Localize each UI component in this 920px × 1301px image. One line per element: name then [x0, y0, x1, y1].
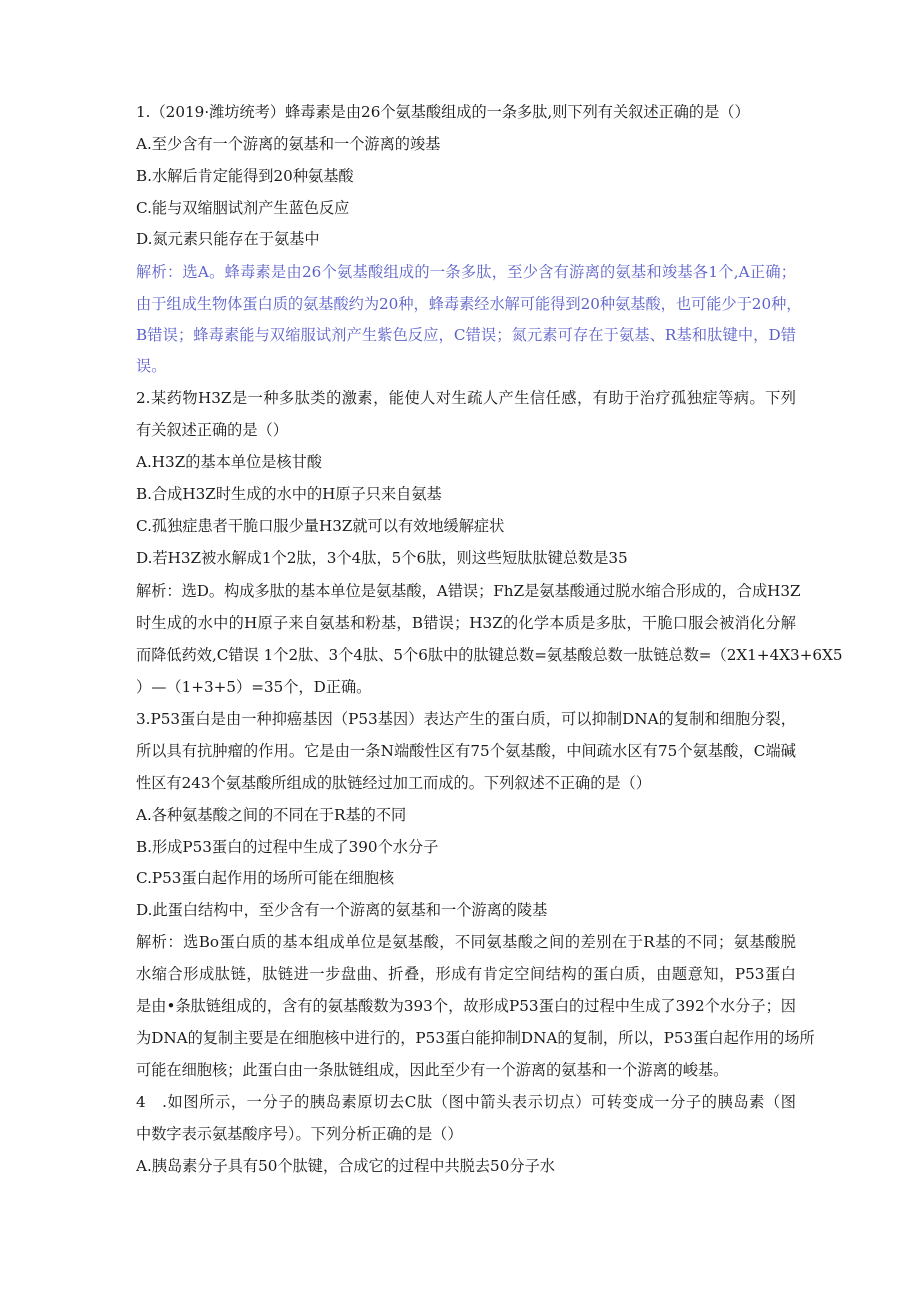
text-line: 是由•条肽链组成的，含有的氨基酸数为393个，故形成P53蛋白的过程中生成了392个水分子；因 [136, 997, 796, 1015]
text-line: A.H3Z的基本单位是核甘酸 [136, 453, 322, 471]
text-line: 解析：选D。构成多肽的基本单位是氨基酸，A错误；FhZ是氨基酸通过脱水缩合形成的，合成H3Z [136, 582, 801, 600]
analysis-line: 解析：选A。蜂毒素是由26个氨基酸组成的一条多肽，至少含有游离的氨基和竣基各1个,A正确； [136, 263, 796, 281]
text-line: C.P53蛋白起作用的场所可能在细胞核 [136, 869, 395, 887]
text-line: D.此蛋白结构中，至少含有一个游离的氨基和一个游离的陵基 [136, 901, 548, 919]
text-line: 水缩合形成肽链，肽链进一步盘曲、折叠，形成有肯定空间结构的蛋白质，由题意知，P53蛋白 [136, 965, 796, 983]
text-line: 性区有243个氨基酸所组成的肽链经过加工而成的。下列叙述不正确的是（） [136, 774, 651, 792]
text-line: A.至少含有一个游离的氨基和一个游离的竣基 [136, 135, 441, 153]
text-line: 有关叙述正确的是（） [136, 421, 288, 439]
text-line: D.氮元素只能存在于氨基中 [136, 230, 320, 248]
text-line: 所以具有抗肿瘤的作用。它是由一条N端酸性区有75个氨基酸，中间疏水区有75个氨基酸，C端碱 [136, 742, 796, 760]
text-line: A.胰岛素分子具有50个肽键，合成它的过程中共脱去50分子水 [136, 1157, 555, 1175]
text-line: 3.P53蛋白是由一种抑癌基因（P53基因）表达产生的蛋白质，可以抑制DNA的复制和细胞分裂， [136, 710, 796, 728]
text-line: B.合成H3Z时生成的水中的H原子只来自氨基 [136, 485, 442, 503]
text-line: ）—（1+3+5）=35个，D正确。 [136, 678, 372, 696]
text-line: 2.某药物H3Z是一种多肽类的激素，能使人对生疏人产生信任感，有助于治疗孤独症等病。下列 [136, 389, 796, 407]
text-line: A.各种氨基酸之间的不同在于R基的不同 [136, 806, 407, 824]
analysis-line: B错误；蜂毒素能与双缩服试剂产生紫色反应，C错误；氮元素可存在于氨基、R基和肽键中，D错 [136, 326, 796, 344]
analysis-line: 由于组成生物体蛋白质的氨基酸约为20种，蜂毒素经水解可能得到20种氨基酸，也可能少于20种， [136, 295, 802, 313]
text-line: D.若H3Z被水解成1个2肽，3个4肽，5个6肽，则这些短肽肽键总数是35 [136, 549, 628, 567]
text-line: 为DNA的复制主要是在细胞核中进行的，P53蛋白能抑制DNA的复制，所以，P53蛋白起作用的场所 [136, 1029, 815, 1047]
analysis-line: 误。 [136, 357, 167, 375]
text-line: 4 .如图所示，一分子的胰岛素原切去C肽（图中箭头表示切点）可转变成一分子的胰岛素（图 [136, 1093, 796, 1111]
text-line: 而降低药效,C错误 1个2肽、3个4肽、5个6肽中的肽键总数=氨基酸总数一肽链总数=（2X1+4X3+6X5 [136, 646, 843, 664]
text-line: 1.（2019·潍坊统考）蜂毒素是由26个氨基酸组成的一条多肽,则下列有关叙述正确的是（） [136, 103, 750, 121]
text-line: 时生成的水中的H原子来自氨基和粉基，B错误；H3Z的化学本质是多肽，干脆口服会被消化分解 [136, 614, 796, 632]
text-line: 可能在细胞核；此蛋白由一条肽链组成，因此至少有一个游离的氨基和一个游离的峻基。 [136, 1061, 729, 1079]
text-line: B.水解后肯定能得到20种氨基酸 [136, 167, 354, 185]
text-line: C.能与双缩胭试剂产生蓝色反应 [136, 199, 350, 217]
text-line: C.孤独症患者干脆口服少量H3Z就可以有效地缓解症状 [136, 517, 505, 535]
text-line: 解析：选Bo蛋白质的基本组成单位是氨基酸，不同氨基酸之间的差别在于R基的不同；氨基酸脱 [136, 933, 796, 951]
text-line: B.形成P53蛋白的过程中生成了390个水分子 [136, 838, 439, 856]
text-line: 中数字表示氨基酸序号）。下列分析正确的是（） [136, 1125, 463, 1143]
